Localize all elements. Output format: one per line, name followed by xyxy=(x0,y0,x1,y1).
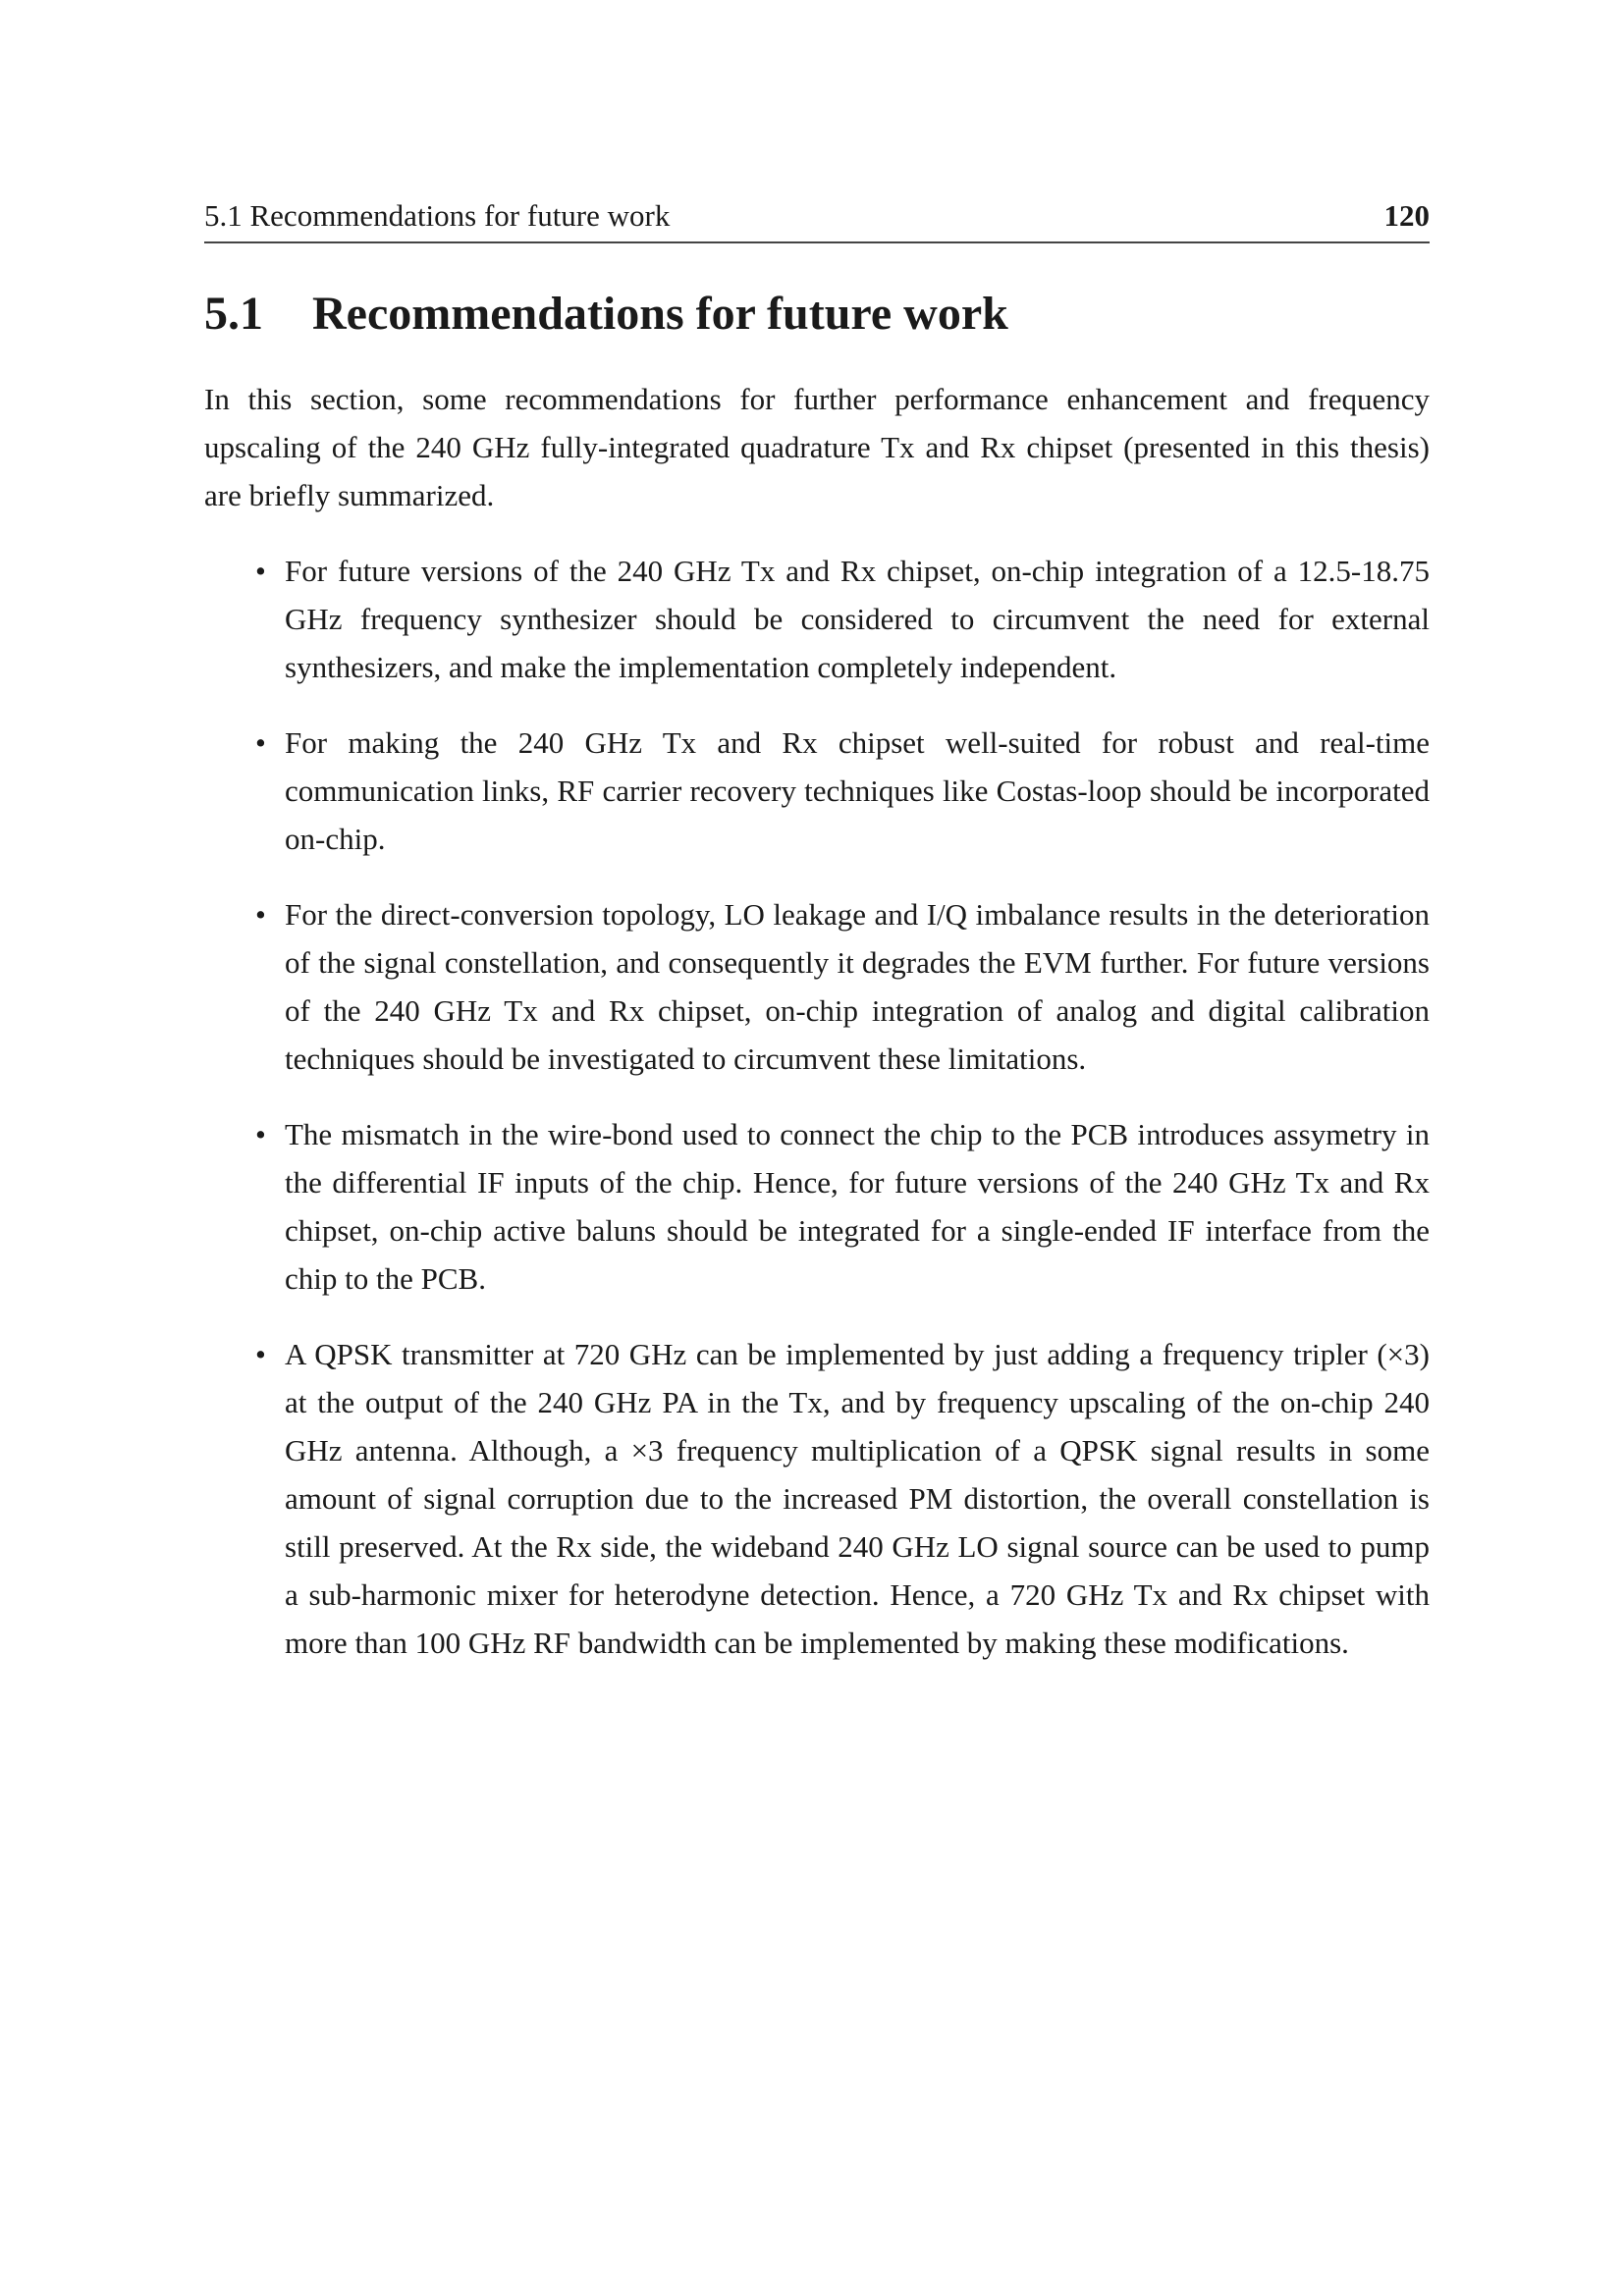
bullet-icon: • xyxy=(255,725,266,760)
bullet-icon: • xyxy=(255,897,266,932)
list-item xyxy=(204,719,1430,863)
page xyxy=(204,196,1430,1694)
recommendation-text: A QPSK transmitter at 720 GHz can be implemented by just adding a frequency tripler (×3) at the output of the 240 GHz PA in the Tx, and by frequency upscaling of the on-chip 240 GHz antenna. Although, a ×3 frequency multiplication of a QPSK signal results in some amount of signal corruption due to the increased PM distortion, the overall constellation is still preserved. At the Rx side, the wideband 240 GHz LO signal source can be used to pump a sub-harmonic mixer for heterodyne detection. Hence, a 720 GHz Tx and Rx chipset with more than 100 GHz RF bandwidth can be implemented by making these modifications. xyxy=(285,1337,1430,1660)
running-title: 5.1 Recommendations for future work xyxy=(204,198,671,233)
page-number: 120 xyxy=(1383,198,1430,233)
intro-paragraph: In this section, some recommendations for further performance enhancement and frequency upscaling of the 240 GHz fully-integrated quadrature Tx and Rx chipset (presented in this thesis) are briefly summarized. xyxy=(204,382,1430,512)
list-item xyxy=(204,1110,1430,1303)
bullet-icon: • xyxy=(255,1337,266,1371)
running-header xyxy=(204,196,1430,243)
recommendation-text: For the direct-conversion topology, LO leakage and I/Q imbalance results in the deterioration of the signal constellation, and consequently it degrades the EVM further. For future versions of the 240 GHz Tx and Rx chipset, on-chip integration of analog and digital calibration techniques should be investigated to circumvent these limitations. xyxy=(285,897,1430,1076)
section-heading xyxy=(204,287,1430,342)
list-item xyxy=(204,890,1430,1083)
recommendation-list xyxy=(204,547,1430,1667)
recommendation-text: For making the 240 GHz Tx and Rx chipset well-suited for robust and real-time communication links, RF carrier recovery techniques like Costas-loop should be incorporated on-chip. xyxy=(285,725,1430,856)
recommendation-text: For future versions of the 240 GHz Tx and Rx chipset, on-chip integration of a 12.5-18.75 GHz frequency synthesizer should be considered to circumvent the need for external synthesizers, and make the implementation completely independent. xyxy=(285,554,1430,684)
bullet-icon: • xyxy=(255,554,266,588)
section-number: 5.1 xyxy=(204,288,263,340)
recommendation-text: The mismatch in the wire-bond used to connect the chip to the PCB introduces assymetry in the differential IF inputs of the chip. Hence, for future versions of the 240 GHz Tx and Rx chipset, on-chip active baluns should be integrated for a single-ended IF interface from the chip to the PCB. xyxy=(285,1117,1430,1296)
list-item xyxy=(204,547,1430,691)
bullet-icon: • xyxy=(255,1117,266,1151)
section-title: Recommendations for future work xyxy=(312,288,1008,340)
list-item xyxy=(204,1330,1430,1667)
